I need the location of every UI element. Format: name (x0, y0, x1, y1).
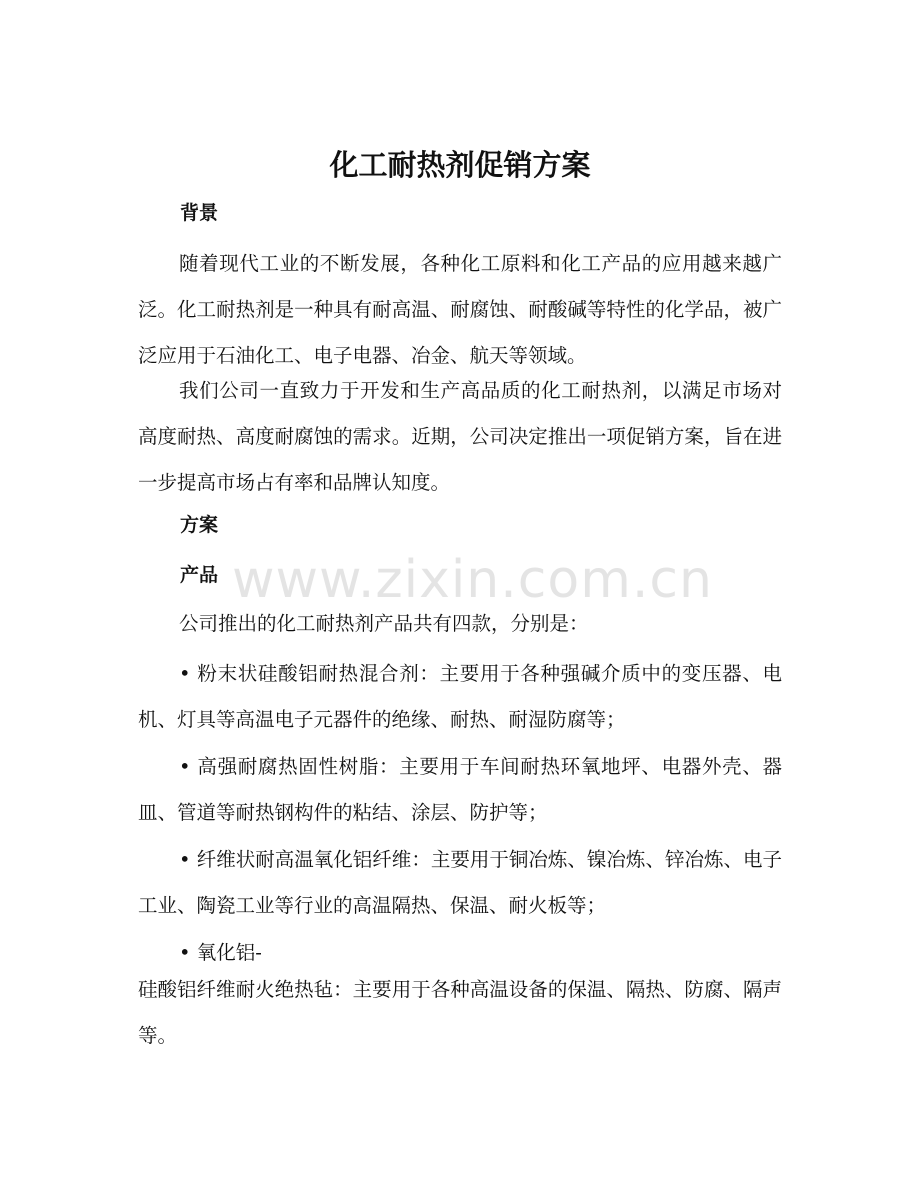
watermark: www.zixin.com.cn (232, 550, 713, 610)
section-heading-product: 产品 (180, 564, 219, 586)
paragraph-background-1: 随着现代工业的不断发展，各种化工原料和化工产品的应用越来越广泛。化工耐热剂是一种具有耐高温、耐腐蚀、耐酸碱等特性的化学品，被广泛应用于石油化工、电子电器、冶金、航天等领域。 (138, 252, 782, 367)
list-item-product-4-line2: 硅酸铝纤维耐火绝热毡：主要用于各种高温设备的保温、隔热、防腐、隔声等。 (138, 978, 782, 1047)
list-item-product-3: • 纤维状耐高温氧化铝纤维：主要用于铜冶炼、镍冶炼、锌冶炼、电子工业、陶瓷工业等行业的高温隔热、保温、耐火板等； (138, 848, 782, 917)
section-heading-plan: 方案 (180, 514, 219, 536)
paragraph-background-2: 我们公司一直致力于开发和生产高品质的化工耐热剂，以满足市场对高度耐热、高度耐腐蚀的需求。近期，公司决定推出一项促销方案，旨在进一步提高市场占有率和品牌认知度。 (138, 379, 782, 494)
document-title: 化工耐热剂促销方案 (329, 148, 591, 182)
list-item-product-1: • 粉末状硅酸铝耐热混合剂：主要用于各种强碱介质中的变压器、电机、灯具等高温电子元器件的绝缘、耐热、耐湿防腐等； (138, 662, 782, 731)
list-item-product-4-line1: • 氧化铝- (179, 941, 262, 964)
section-heading-background: 背景 (180, 202, 219, 224)
paragraph-product-intro: 公司推出的化工耐热剂产品共有四款，分别是： (179, 612, 589, 635)
list-item-product-2: • 高强耐腐热固性树脂：主要用于车间耐热环氧地坪、电器外壳、器皿、管道等耐热钢构件的粘结、涂层、防护等； (138, 755, 782, 824)
